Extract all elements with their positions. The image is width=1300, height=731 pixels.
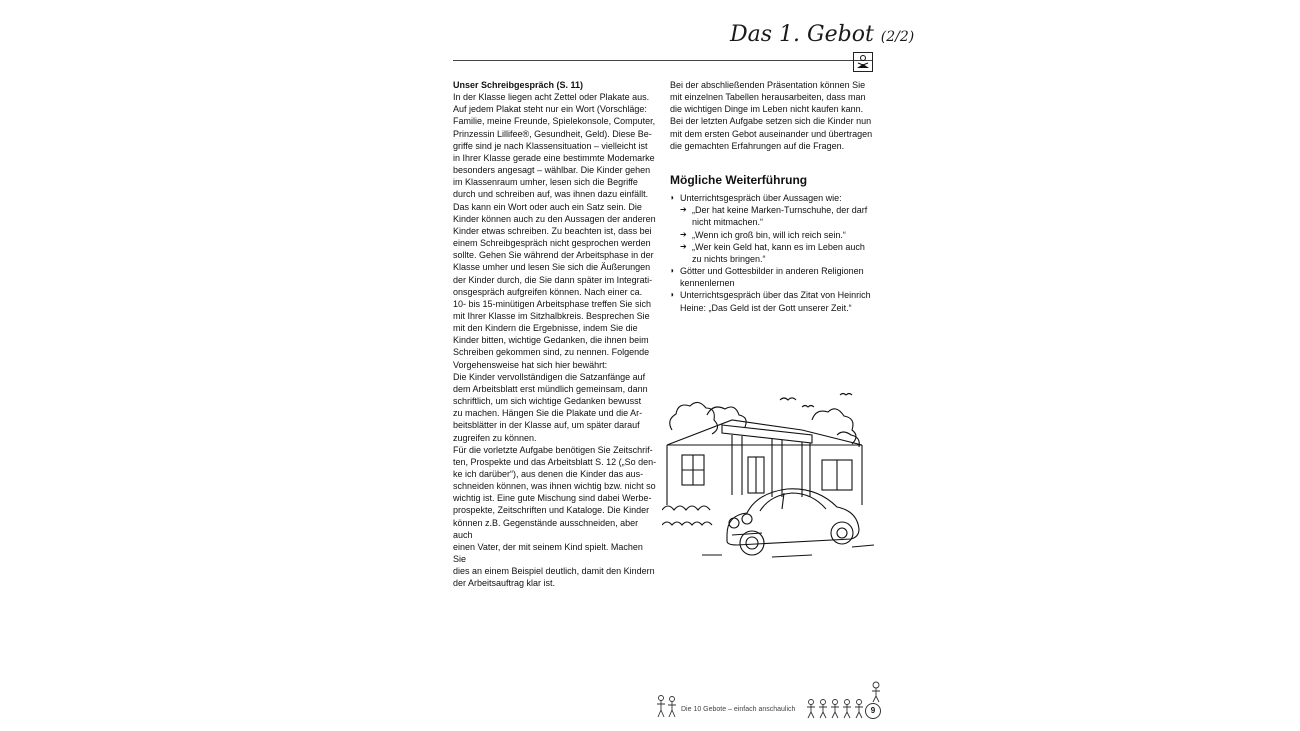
text-line: Kinder bitten, wichtige Gedanken, die ihnen beim	[453, 335, 649, 346]
text-line: die wichtigen Dinge im Leben nicht kaufen kann.	[670, 104, 864, 115]
text-line: Das kann ein Wort oder auch ein Satz sein. Die	[453, 201, 642, 212]
text-line: mit dem ersten Gebot auseinander und übertragen	[670, 128, 873, 139]
text-line: die gemachten Erfahrungen auf die Fragen.	[670, 140, 845, 151]
text-line: dies an einem Beispiel deutlich, damit den Kindern	[453, 566, 655, 577]
text-line: In der Klasse liegen acht Zettel oder Plakate aus.	[453, 92, 650, 103]
text-line: einem Schreibgespräch nicht gesprochen werden	[453, 238, 651, 249]
text-line: können z.B. Gegenstände ausschneiden, aber auch	[453, 517, 639, 540]
right-column	[670, 79, 875, 314]
text-line: Die Kinder vervollständigen die Satzanfänge auf	[453, 371, 646, 382]
text-line: mit den Kindern die Ergebnisse, indem Sie die	[453, 323, 638, 334]
text-line: dem Arbeitsblatt erst mündlich gemeinsam, dann	[453, 383, 648, 394]
text-line: schriftlich, um sich wichtige Gedanken bewusst	[453, 396, 642, 407]
text-line: schneiden können, was ihnen wichtig bzw. nicht so	[453, 481, 656, 492]
text-line: onsgespräch aufgreifen können. Nach einer ca.	[453, 286, 643, 297]
footer-text: Die 10 Gebote – einfach anschaulich	[681, 706, 796, 713]
text-line: zugreifen zu können.	[453, 432, 537, 443]
left-column	[453, 79, 658, 590]
text-line: in Ihrer Klasse gerade eine bestimmte Modemarke	[453, 152, 655, 163]
text-line: zu machen. Hängen Sie die Plakate und die Ar-	[453, 408, 643, 419]
text-line: durch und schreiben auf, was ihnen dazu einfällt.	[453, 189, 649, 200]
stick-figures-icon	[655, 694, 679, 720]
list-item: ◗ Unterrichtsgespräch über das Zitat von Heinrich Heine: „Das Geld ist der Gott unserer Zeit.“	[670, 289, 875, 313]
text-line: Auf jedem Plakat steht nur ein Wort (Vorschläge:	[453, 104, 647, 115]
text-line: einen Vater, der mit seinem Kind spielt. Machen Sie	[453, 541, 643, 565]
list-item	[670, 192, 875, 265]
text-line: Prinzessin Lillifee®, Gesundheit, Geld). Diese Be-	[453, 128, 652, 139]
text-line: Bei der abschließenden Präsentation können Sie	[670, 80, 866, 90]
page-title-main: Das 1. Gebot	[730, 22, 874, 47]
document-page	[430, 0, 915, 731]
quote-item: ➔ „Der hat keine Marken-Turnschuhe, der darf nicht mitmachen.“	[680, 204, 875, 228]
text-line: ten, Prospekte und das Arbeitsblatt S. 12 („So den-	[453, 456, 657, 467]
text-line: sollte. Gehen Sie während der Arbeitsphase in der	[453, 250, 654, 261]
text-line: Bei der letzten Aufgabe setzen sich die Kinder nun	[670, 116, 872, 127]
text-line: mit einzelnen Tabellen herausarbeiten, dass man	[670, 92, 866, 103]
continuation-list	[670, 192, 875, 314]
text-line: besonders angesagt – wählbar. Die Kinder gehen	[453, 165, 651, 176]
list-item-text: Unterrichtsgespräch über Aussagen wie:	[680, 193, 842, 204]
section-heading-weiterfuehrung: Mögliche Weiterführung	[670, 172, 808, 187]
header-rule	[453, 60, 873, 61]
text-line: Für die vorletzte Aufgabe benötigen Sie Zeitschrif-	[453, 444, 653, 455]
text-line: Kinder können auch zu den Aussagen der anderen	[453, 213, 656, 224]
text-line: ke ich darüber“), aus denen die Kinder das aus-	[453, 469, 644, 479]
page-title-suffix: (2/2)	[880, 29, 915, 45]
list-item: ◗ Götter und Gottesbilder in anderen Religionen kennenlernen	[670, 265, 875, 289]
text-line: Familie, meine Freunde, Spielekonsole, Computer,	[453, 116, 656, 127]
text-line: beitsblätter in der Klasse auf, um später darauf	[453, 420, 640, 431]
text-line: der Arbeitsauftrag klar ist.	[453, 578, 556, 589]
page-footer	[655, 680, 885, 720]
text-line: im Klassenraum umher, lesen sich die Begriffe	[453, 177, 638, 188]
section-heading-schreibgespraech: Unser Schreibgespräch (S. 11)	[453, 80, 584, 90]
text-line: mit Ihrer Klasse im Sitzhalbkreis. Besprechen Sie	[453, 310, 650, 321]
text-line: wichtig ist. Eine gute Mischung sind dabei Werbe-	[453, 493, 652, 504]
reading-book-icon	[853, 52, 873, 72]
text-line: der Kinder durch, die Sie dann später im Integrati-	[453, 274, 653, 285]
house-and-car-illustration	[662, 385, 877, 575]
page-number: 9	[865, 703, 881, 719]
page-title	[730, 22, 915, 47]
quote-item: ➔ „Wer kein Geld hat, kann es im Leben auch zu nichts bringen.“	[680, 241, 875, 265]
text-line: Vorgehensweise hat sich hier bewährt:	[453, 359, 608, 370]
text-line: prospekte, Zeitschriften und Kataloge. Die Kinder	[453, 505, 650, 516]
text-line: Kinder etwas schreiben. Zu beachten ist, dass bei	[453, 225, 652, 236]
right-column-intro	[670, 79, 875, 152]
text-line: Schreiben gekommen sind, zu nennen. Folgende	[453, 347, 650, 358]
text-line: Klasse umher und lesen Sie sich die Äußerungen	[453, 262, 651, 273]
left-column-text	[453, 91, 658, 589]
quote-list	[680, 204, 875, 265]
text-line: griffe sind je nach Klassensituation – vielleicht ist	[453, 140, 648, 151]
quote-item: ➔ „Wenn ich groß bin, will ich reich sein.“	[680, 229, 875, 241]
text-line: 10- bis 15-minütigen Arbeitsphase treffen Sie sich	[453, 298, 651, 309]
